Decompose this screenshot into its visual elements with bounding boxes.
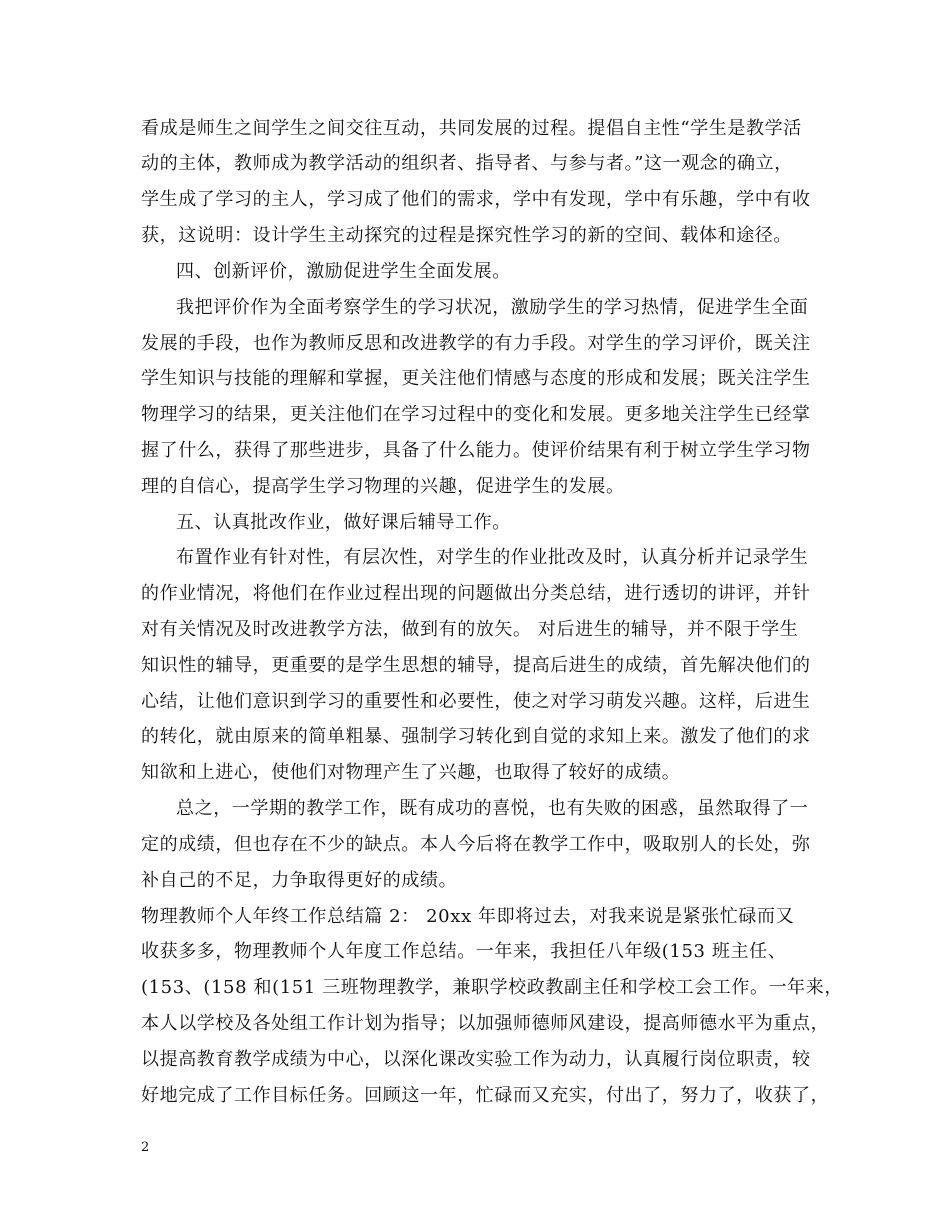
text-line: 知识性的辅导，更重要的是学生思想的辅导，提高后进生的成绩，首先解决他们的 [141,655,811,676]
text-line: 物理学习的结果，更关注他们在学习过程中的变化和发展。更多地关注学生已经掌 [141,404,811,425]
text-line: 我把评价作为全面考察学生的学习状况，激励学生的学习热情，促进学生全面 [176,297,809,318]
text-line: (153、(158 和(151 三班物理教学，兼职学校政教副主任和学校工会工作。一年来， [141,977,843,998]
text-line: 物理教师个人年终工作总结篇 2： 20xx 年即将过去，对我来说是紧张忙碌而又 [141,906,795,927]
section-heading: 五、认真批改作业，做好课后辅导工作。 [176,512,511,533]
text-line: 以提高教育教学成绩为中心，以深化课改实验工作为动力，认真履行岗位职责，较 [141,1049,811,1070]
text-line: 握了什么，获得了那些进步，具备了什么能力。使评价结果有利于树立学生学习物 [141,440,811,461]
text-line: 补自己的不足，力争取得更好的成绩。 [141,870,458,891]
text-line: 心结，让他们意识到学习的重要性和必要性，使之对学习萌发兴趣。这样，后进生 [141,691,811,712]
text-line: 本人以学校及各处组工作计划为指导；以加强师德师风建设，提高师德水平为重点， [141,1013,830,1034]
text-line: 动的主体，教师成为教学活动的组织者、指导者、与参与者。”这一观念的确立， [141,153,793,174]
text-line: 理的自信心，提高学生学习物理的兴趣，促进学生的发展。 [141,476,625,497]
text-line: 发展的手段，也作为教师反思和改进教学的有力手段。对学生的学习评价，既关注 [141,333,811,354]
text-line: 看成是师生之间学生之间交往互动，共同发展的过程。提倡自主性“学生是教学活 [141,118,802,139]
text-line: 的作业情况，将他们在作业过程出现的问题做出分类总结，进行透切的讲评，并针 [141,583,811,604]
text-line: 的转化，就由原来的简单粗暴、强制学习转化到自觉的求知上来。激发了他们的求 [141,726,811,747]
text-line: 学生成了学习的主人，学习成了他们的需求，学中有发现，学中有乐趣，学中有收 [141,189,811,210]
text-line: 定的成绩，但也存在不少的缺点。本人今后将在教学工作中，吸取别人的长处，弥 [141,834,811,855]
page-number: 2 [141,1140,150,1155]
text-line: 收获多多，物理教师个人年度工作总结。一年来，我担任八年级(153 班主任、 [141,941,787,962]
text-line: 好地完成了工作目标任务。回顾这一年，忙碌而又充实，付出了，努力了，收获了， [141,1085,830,1106]
section-heading: 四、创新评价，激励促进学生全面发展。 [176,261,511,282]
text-line: 知欲和上进心，使他们对物理产生了兴趣，也取得了较好的成绩。 [141,762,681,783]
text-line: 获，这说明：设计学生主动探究的过程是探究性学习的新的空间、载体和途径。 [141,225,792,246]
text-line: 对有关情况及时改进教学方法，做到有的放矢。 对后进生的辅导，并不限于学生 [141,619,799,640]
text-line: 布置作业有针对性，有层次性，对学生的作业批改及时，认真分析并记录学生 [176,547,809,568]
text-line: 总之，一学期的教学工作，既有成功的喜悦，也有失败的困惑，虽然取得了一 [176,798,809,819]
text-line: 学生知识与技能的理解和掌握，更关注他们情感与态度的形成和发展；既关注学生 [141,368,811,389]
